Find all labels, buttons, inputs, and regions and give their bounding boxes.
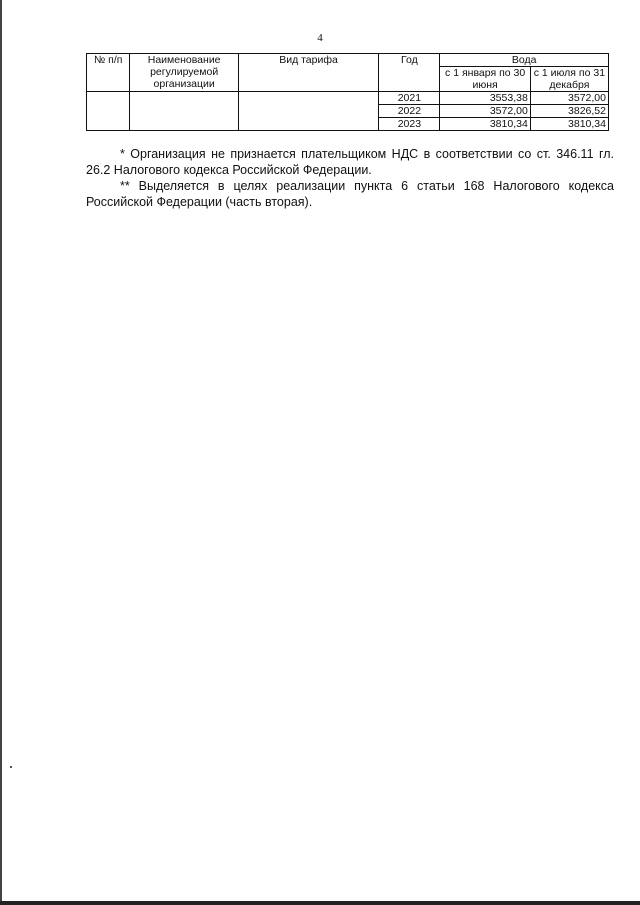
header-tariff-kind: Вид тарифа (238, 54, 379, 92)
footnote-vat: * Организация не признается плательщиком НДС в соответствии со ст. 346.11 гл. 26.2 Налогового кодекса Российской Федерации. (86, 147, 614, 177)
cell-year: 2023 (379, 118, 440, 131)
header-num: № п/п (87, 54, 130, 92)
scan-speck (10, 766, 12, 768)
footnotes (86, 146, 614, 210)
cell-year: 2021 (379, 92, 440, 105)
cell-second-half: 3572,00 (530, 92, 608, 105)
cell-year: 2022 (379, 105, 440, 118)
scan-left-edge (0, 0, 2, 905)
tariff-table (86, 53, 609, 131)
cell-first-half: 3553,38 (440, 92, 530, 105)
cell-first-half: 3572,00 (440, 105, 530, 118)
table-header-row (87, 54, 609, 67)
footnote-allocation: ** Выделяется в целях реализации пункта 6 статьи 168 Налогового кодекса Российской Федерации (часть вторая). (86, 179, 614, 209)
cell-first-half: 3810,34 (440, 118, 530, 131)
cell-second-half: 3810,34 (530, 118, 608, 131)
header-org: Наименование регулируемой организации (130, 54, 238, 92)
table-row (87, 92, 609, 105)
header-year: Год (379, 54, 440, 92)
cell-org (130, 92, 238, 131)
cell-num (87, 92, 130, 131)
page-number: 4 (317, 32, 323, 44)
header-second-half: с 1 июля по 31 декабря (530, 67, 608, 92)
header-first-half: с 1 января по 30 июня (440, 67, 530, 92)
cell-second-half: 3826,52 (530, 105, 608, 118)
cell-tariff-kind (238, 92, 379, 131)
scan-bottom-edge (0, 901, 640, 905)
header-water: Вода (440, 54, 609, 67)
